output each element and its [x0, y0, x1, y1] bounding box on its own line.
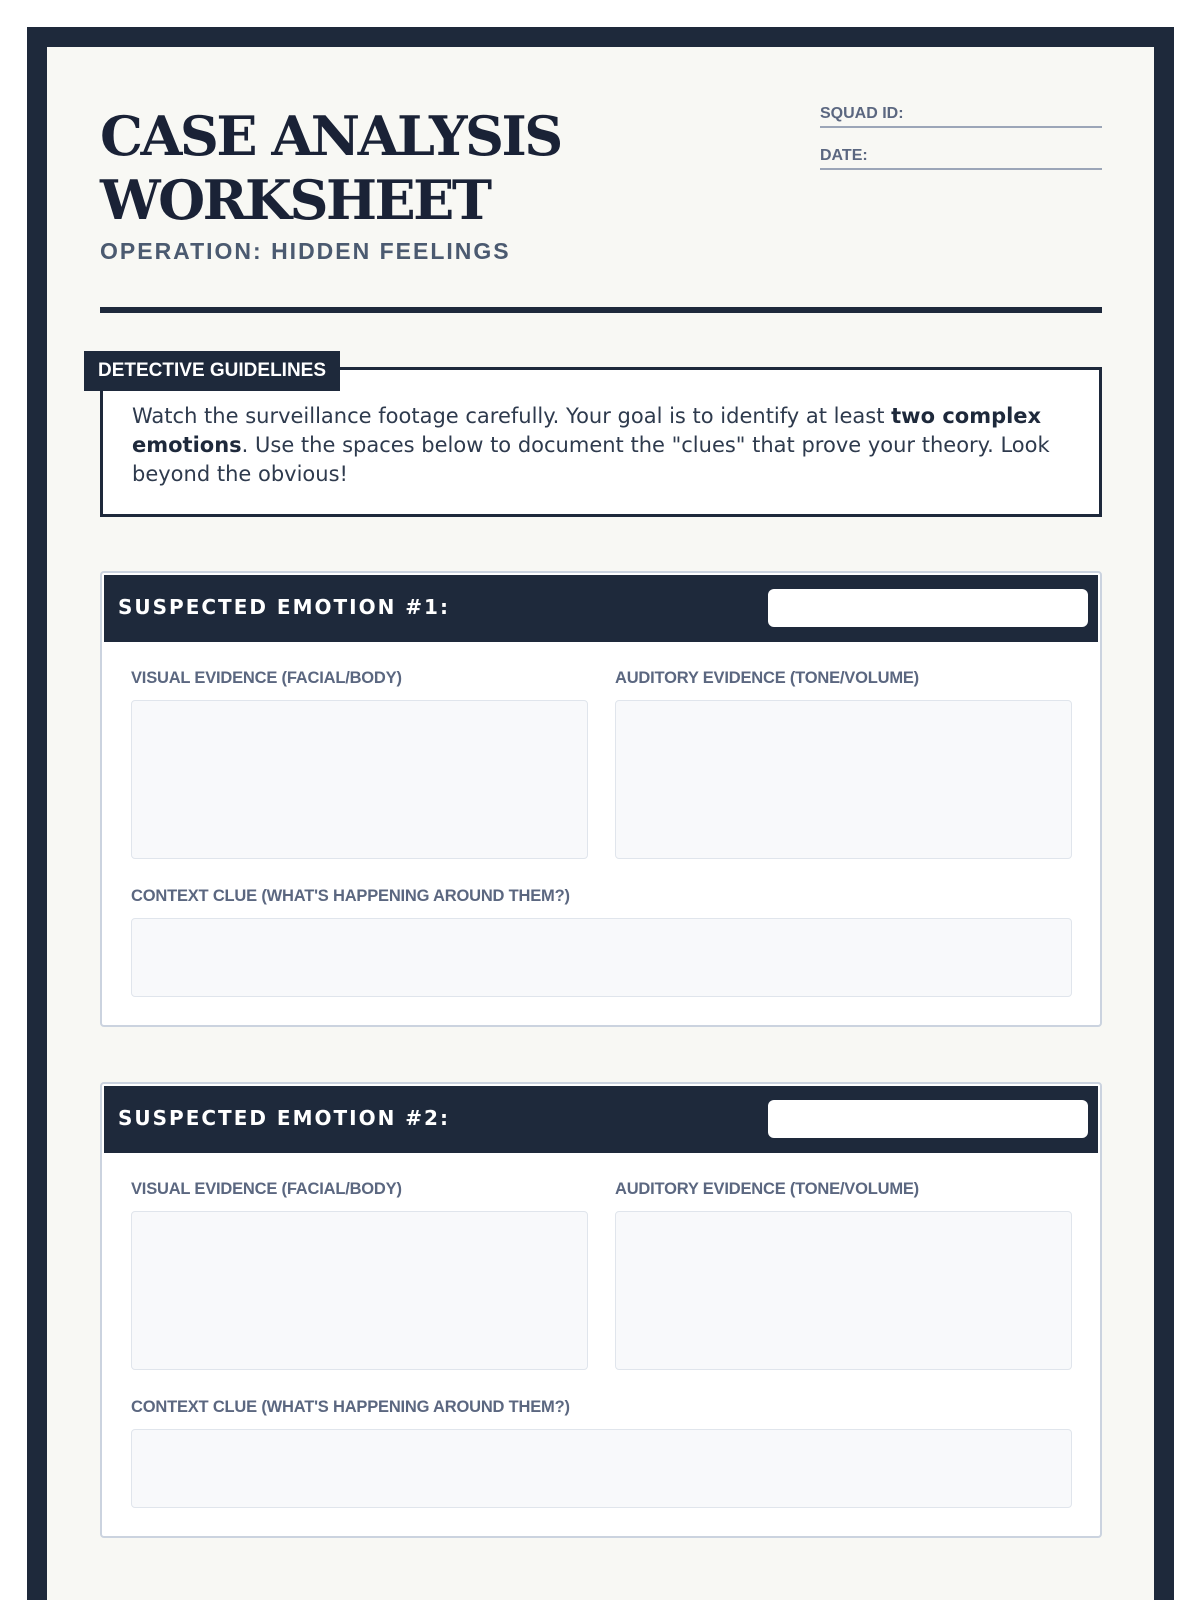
squad-id-label: SQUAD ID: [820, 105, 904, 122]
page-subtitle: OPERATION: HIDDEN FEELINGS [100, 238, 511, 264]
context-clue-label: CONTEXT CLUE (WHAT'S HAPPENING AROUND THEM?) [131, 1398, 570, 1416]
visual-evidence-field[interactable] [131, 700, 588, 859]
date-field[interactable] [820, 144, 1102, 170]
visual-evidence-label: VISUAL EVIDENCE (FACIAL/BODY) [131, 669, 402, 687]
title-line-1: CASE ANALYSIS [100, 104, 561, 168]
squad-id-line[interactable] [820, 102, 1102, 128]
emotion-card-header [104, 575, 1098, 642]
title-line-2: WORKSHEET [100, 168, 490, 232]
header-divider [100, 307, 1102, 313]
date-line[interactable] [820, 144, 1102, 170]
auditory-evidence-field[interactable] [615, 700, 1072, 859]
emotion-card-title: SUSPECTED EMOTION #1: [118, 595, 450, 619]
emotion-card-1 [100, 571, 1102, 1027]
auditory-evidence-field[interactable] [615, 1211, 1072, 1370]
squad-id-field[interactable] [820, 102, 1102, 128]
emotion-card-header [104, 1086, 1098, 1153]
guidelines-text-emphasis: two complex emotions [132, 404, 1042, 457]
guidelines-text-end: . Use the spaces below to document the "clues" that prove your theory. Look beyond the obvious! [132, 433, 1050, 486]
auditory-evidence-label: AUDITORY EVIDENCE (TONE/VOLUME) [615, 669, 919, 687]
guidelines-text [132, 402, 1071, 489]
emotion-name-input[interactable] [768, 589, 1088, 627]
visual-evidence-label: VISUAL EVIDENCE (FACIAL/BODY) [131, 1180, 402, 1198]
page-title [100, 104, 720, 232]
context-clue-field[interactable] [131, 1429, 1072, 1508]
context-clue-field[interactable] [131, 918, 1072, 997]
emotion-card-title: SUSPECTED EMOTION #2: [118, 1106, 450, 1130]
guidelines-tag: DETECTIVE GUIDELINES [84, 351, 340, 391]
emotion-card-2 [100, 1082, 1102, 1538]
guidelines-text-start: Watch the surveillance footage carefully. Your goal is to identify at least [132, 404, 892, 428]
auditory-evidence-label: AUDITORY EVIDENCE (TONE/VOLUME) [615, 1180, 919, 1198]
visual-evidence-field[interactable] [131, 1211, 588, 1370]
emotion-name-input[interactable] [768, 1100, 1088, 1138]
date-label: DATE: [820, 147, 868, 164]
context-clue-label: CONTEXT CLUE (WHAT'S HAPPENING AROUND THEM?) [131, 887, 570, 905]
